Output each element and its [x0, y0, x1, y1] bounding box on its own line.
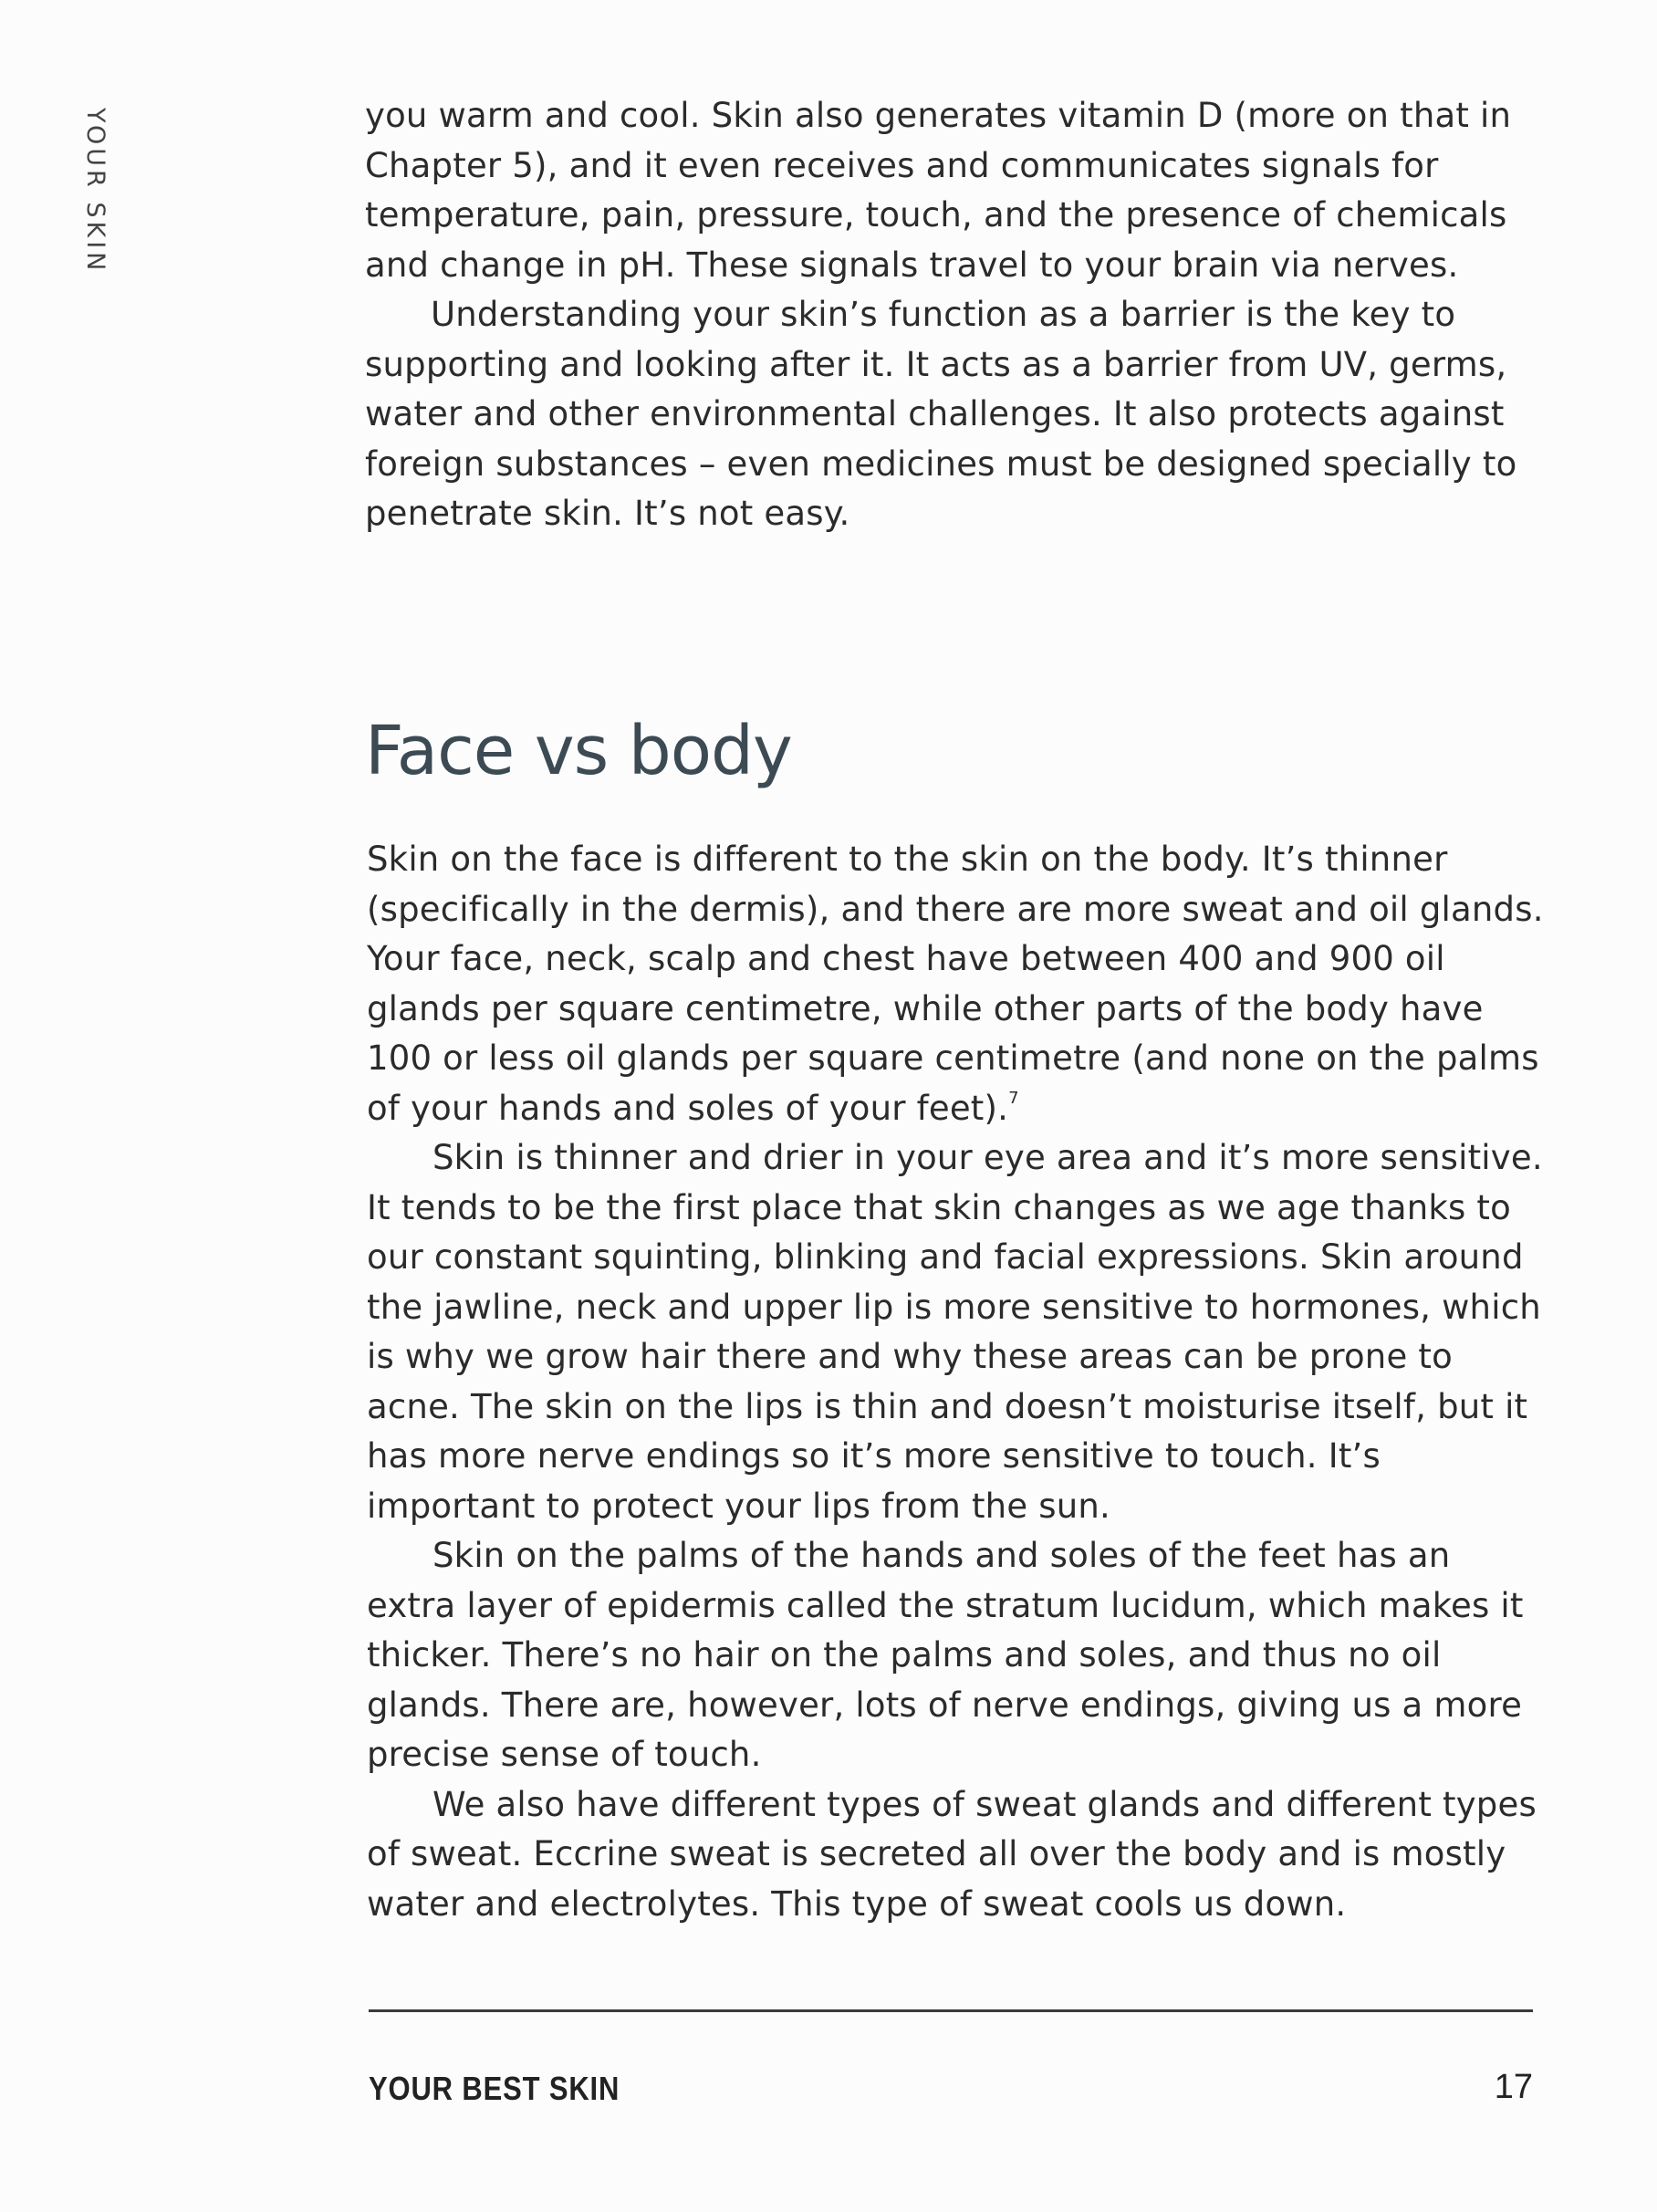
footer-book-title: YOUR BEST SKIN [369, 2070, 620, 2107]
footer-divider [369, 2009, 1533, 2012]
section-body [367, 835, 1548, 1929]
side-running-head [78, 108, 115, 308]
intro-paragraph-1: you warm and cool. Skin also generates vitamin D (more on that in Chapter 5), and it even receives and communicates signals for temperature, pain, pressure, touch, and the presence of chemicals and change in pH. These signals travel to your brain via nerves. [365, 96, 1512, 285]
footnote-reference: 7 [1008, 1088, 1019, 1108]
section-heading: Face vs body [365, 712, 792, 790]
page-number: 17 [1494, 2068, 1533, 2106]
section-paragraph-3: Skin on the palms of the hands and soles of the feet has an extra layer of epidermis called the stratum lucidum, which makes it thicker. There’s no hair on the palms and soles, and thus no oil glands. There are, however, lots of nerve endings, giving us a more precise sense of touch. [367, 1536, 1524, 1774]
intro-paragraph-2: Understanding your skin’s function as a barrier is the key to supporting and looking after it. It acts as a barrier from UV, germs, water and other environmental challenges. It also protects against foreign substances – even medicines must be designed specially to penetrate skin. It’s not easy. [365, 295, 1517, 533]
side-running-head-label: YOUR SKIN [81, 108, 109, 275]
section-paragraph-1 [367, 835, 1548, 1133]
section-paragraph-2: Skin is thinner and drier in your eye area and it’s more sensitive. It tends to be the first place that skin changes as we age thanks to our constant squinting, blinking and facial expressions. Skin around the jawline, neck and upper lip is more sensitive to hormones, which is why we grow hair there and why these areas can be prone to acne. The skin on the lips is thin and doesn’t moisturise itself, but it has more nerve endings so it’s more sensitive to touch. It’s important to protect your lips from the sun. [367, 1138, 1543, 1526]
section-paragraph-1-text: Skin on the face is different to the skin on the body. It’s thinner (specifically in the dermis), and there are more sweat and oil glands. Your face, neck, scalp and chest have between 400 and 900 oil glands per square centimetre, while other parts of the body have 100 or less oil glands per square centimetre (and none on the palms of your hands and soles of your feet). [367, 840, 1544, 1128]
section-paragraph-4: We also have different types of sweat glands and different types of sweat. Eccrine sweat is secreted all over the body and is mostly water and electrolytes. This type of sweat cools us down. [367, 1784, 1537, 1924]
intro-text [365, 91, 1542, 539]
